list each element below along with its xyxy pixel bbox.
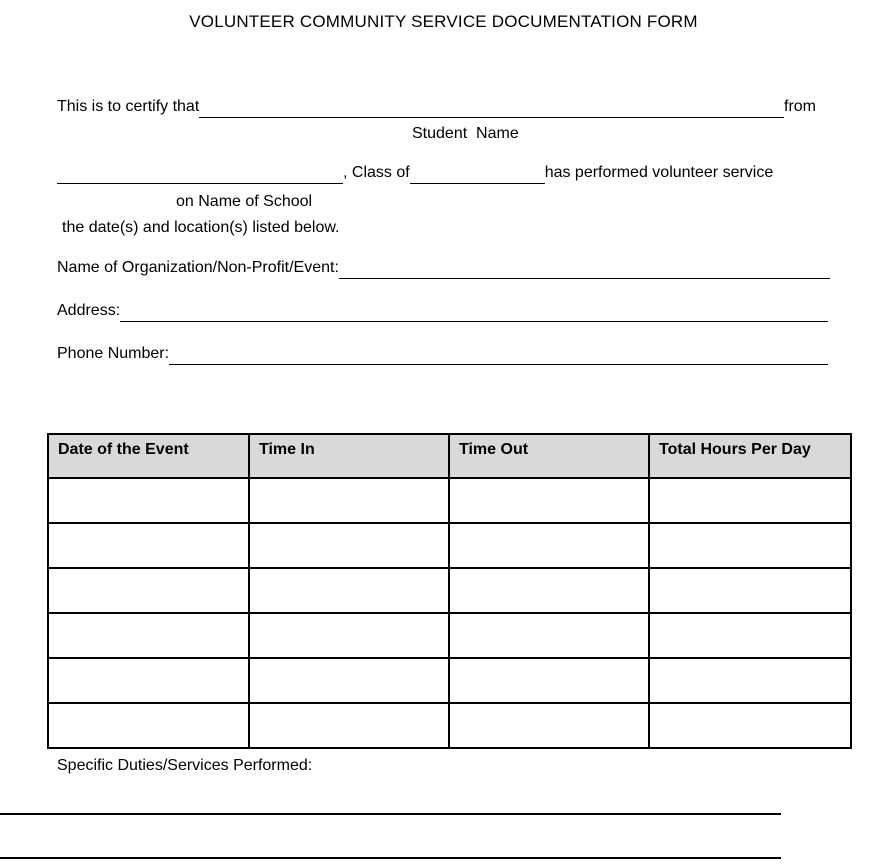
table-cell[interactable] [249, 613, 449, 658]
school-name-caption: on Name of School [176, 193, 313, 210]
student-name-caption: Student Name [412, 125, 519, 142]
table-row [48, 703, 851, 748]
class-line [57, 161, 800, 184]
organization-field [57, 256, 830, 279]
table-cell[interactable] [249, 523, 449, 568]
table-cell[interactable] [449, 523, 649, 568]
duties-label: Specific Duties/Services Performed: [57, 757, 313, 774]
table-cell[interactable] [449, 613, 649, 658]
class-year-blank[interactable] [410, 160, 545, 184]
table-cell[interactable] [449, 658, 649, 703]
phone-label: Phone Number: [57, 345, 170, 362]
dates-locations-text: the date(s) and location(s) listed below. [62, 219, 340, 236]
header-cell: Date of the Event [48, 434, 249, 478]
table-cell[interactable] [48, 523, 249, 568]
table-cell[interactable] [249, 703, 449, 748]
table-cell[interactable] [449, 703, 649, 748]
address-label: Address: [57, 302, 121, 319]
duties-writing-line-2[interactable] [0, 857, 781, 859]
certify-line [57, 95, 816, 118]
table-cell[interactable] [649, 478, 851, 523]
table-cell[interactable] [48, 478, 249, 523]
table-row [48, 613, 851, 658]
table-cell[interactable] [48, 658, 249, 703]
school-name-blank[interactable] [57, 160, 343, 184]
address-field [57, 299, 828, 322]
page-title: VOLUNTEER COMMUNITY SERVICE DOCUMENTATION FORM [189, 12, 698, 31]
class-of-label: , Class of [343, 164, 410, 181]
table-cell[interactable] [48, 568, 249, 613]
table-cell[interactable] [649, 613, 851, 658]
table-cell[interactable] [249, 478, 449, 523]
table-cell[interactable] [649, 703, 851, 748]
performed-service-label: has performed volunteer service [544, 164, 774, 181]
hours-table-body [48, 478, 851, 748]
table-row [48, 523, 851, 568]
phone-field [57, 342, 828, 365]
duties-writing-line-1[interactable] [0, 813, 781, 815]
student-name-blank[interactable] [199, 94, 784, 118]
table-cell[interactable] [649, 658, 851, 703]
table-header-row [48, 434, 851, 478]
table-cell[interactable] [249, 568, 449, 613]
hours-table [47, 433, 852, 749]
table-cell[interactable] [249, 658, 449, 703]
header-cell: Total Hours Per Day [649, 434, 851, 478]
table-cell[interactable] [649, 568, 851, 613]
header-cell: Time Out [449, 434, 649, 478]
certify-suffix-label: from [784, 98, 816, 115]
table-cell[interactable] [449, 478, 649, 523]
certify-prefix-label: This is to certify that [57, 98, 200, 115]
organization-blank[interactable] [339, 255, 830, 279]
organization-label: Name of Organization/Non-Profit/Event: [57, 259, 339, 276]
table-row [48, 478, 851, 523]
table-cell[interactable] [449, 568, 649, 613]
address-blank[interactable] [120, 298, 828, 322]
table-row [48, 568, 851, 613]
table-cell[interactable] [48, 613, 249, 658]
table-row [48, 658, 851, 703]
header-cell: Time In [249, 434, 449, 478]
phone-blank[interactable] [169, 341, 828, 365]
table-cell[interactable] [48, 703, 249, 748]
table-cell[interactable] [649, 523, 851, 568]
